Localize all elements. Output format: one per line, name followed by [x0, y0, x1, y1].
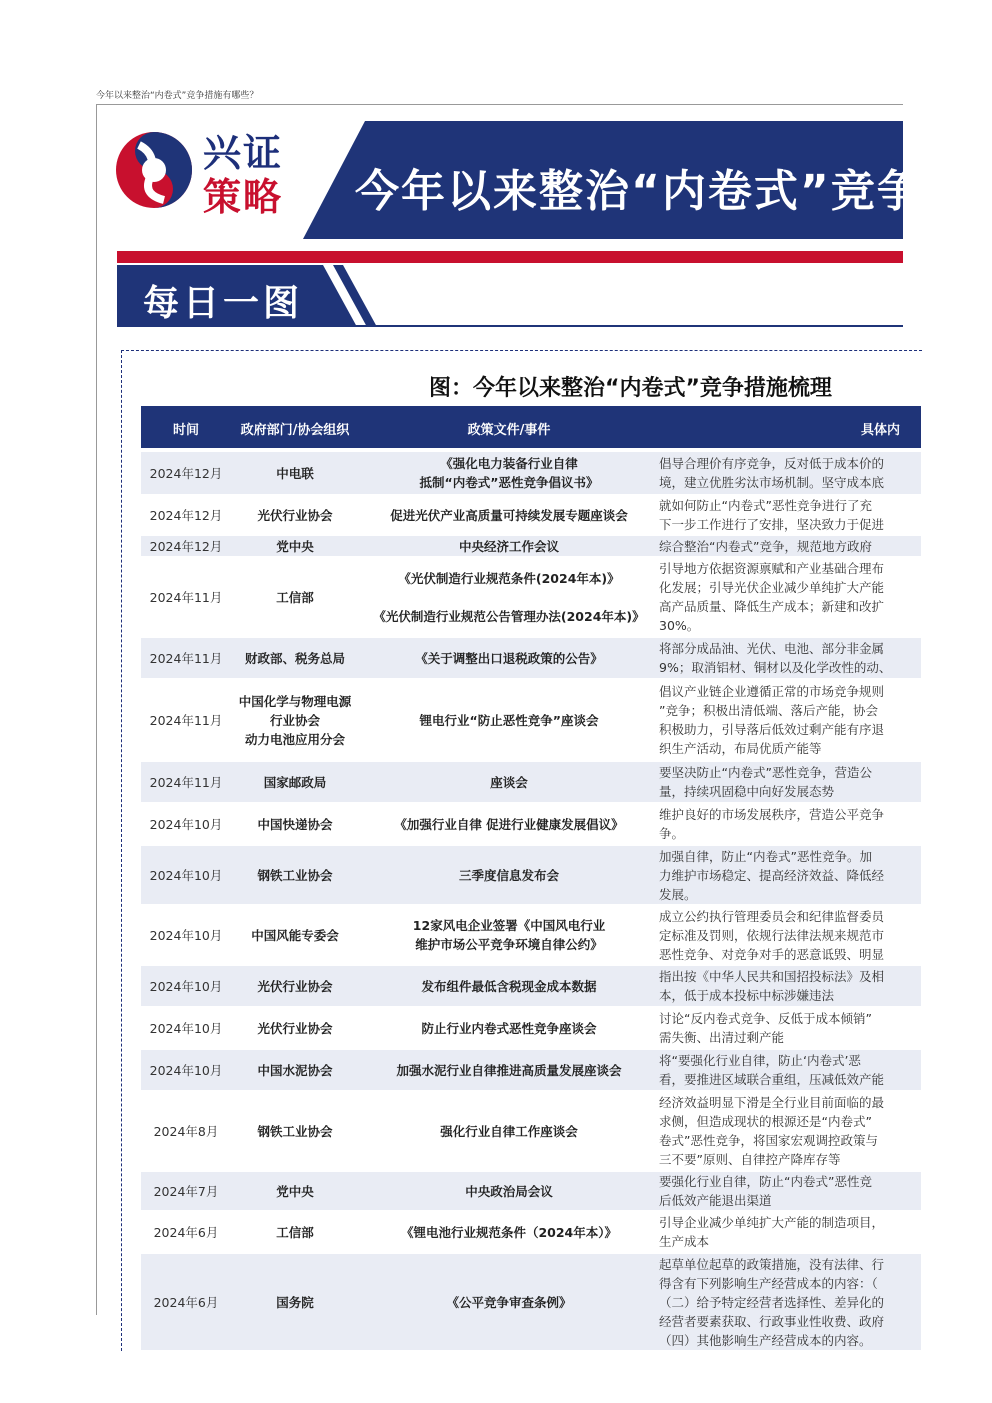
cell-time: 2024年10月 — [149, 1062, 223, 1078]
cell-dept: 党中央 — [276, 1183, 314, 1199]
cell-time: 2024年11月 — [149, 774, 223, 790]
cell-detail: 引导企业减少单纯扩大产能的制造项目， 生产成本 — [659, 1215, 885, 1249]
cell-time: 2024年12月 — [149, 465, 223, 481]
cell-doc: 《光伏制造行业规范条件(2024年本)》 《光伏制造行业规范公告管理办法(2024年本)》 — [373, 570, 645, 624]
cell-dept: 中国风能专委会 — [251, 927, 339, 943]
table-header — [141, 406, 921, 448]
cell-detail: 讨论“反内卷式竞争、反低于成本倾销” 需失衡、出清过剩产能 — [659, 1011, 872, 1045]
brand-line-1: 兴证 — [203, 130, 284, 175]
cell-time: 2024年6月 — [153, 1294, 219, 1310]
cell-dept: 中电联 — [276, 465, 314, 481]
cell-doc: 三季度信息发布会 — [458, 867, 559, 883]
cell-detail: 指出按《中华人民共和国招投标法》及相 本，低于成本投标中标涉嫌违法 — [659, 969, 885, 1003]
brand-line-2: 策略 — [203, 174, 284, 219]
cell-detail: 加强自律，防止“内卷式”恶性竞争。加 力维护市场稳定、提高经济效益、降低经 发展。 — [659, 848, 885, 902]
cell-doc: 12家风电企业签署《中国风电行业 维护市场公平竞争环境自律公约》 — [412, 918, 606, 952]
cell-dept: 中国化学与物理电源 行业协会 动力电池应用分会 — [238, 693, 352, 747]
header-dept: 政府部门/协会组织 — [240, 423, 350, 438]
report-frame — [96, 104, 923, 1348]
cell-time: 2024年10月 — [149, 978, 223, 994]
cell-dept: 中国快递协会 — [257, 816, 333, 832]
cell-dept: 国务院 — [276, 1294, 314, 1310]
cell-detail: 要强化行业自律，防止“内卷式”恶性竞 后低效产能退出渠道 — [659, 1174, 872, 1208]
header-time: 时间 — [172, 423, 199, 438]
cell-dept: 财政部、税务总局 — [244, 650, 345, 666]
cell-doc: 《强化电力装备行业自律 抵制“内卷式”恶性竞争倡议书》 — [419, 456, 599, 490]
cell-dept: 钢铁工业协会 — [257, 1123, 333, 1139]
cell-time: 2024年6月 — [153, 1224, 219, 1240]
cell-doc: 《加强行业自律 促进行业健康发展倡议》 — [394, 816, 624, 832]
cell-doc: 中央政治局会议 — [465, 1183, 553, 1199]
table-row — [141, 496, 921, 534]
cell-detail: 要坚决防止“内卷式”恶性竞争，营造公 量，持续巩固稳中向好发展态势 — [659, 765, 872, 799]
cell-doc: 锂电行业“防止恶性竞争”座谈会 — [419, 712, 599, 728]
table-row — [141, 1172, 921, 1210]
cell-detail: 维护良好的市场发展秩序，营造公平竞争 争。 — [659, 807, 885, 841]
table-row — [141, 1092, 921, 1170]
cell-doc: 中央经济工作会议 — [458, 538, 559, 554]
cell-detail: 引导地方依据资源禀赋和产业基础合理布 化发展；引导光伏企业减少单纯扩大产能 高产品质量、降低生产成本；新建和改扩 30%。 — [659, 561, 885, 633]
table-row — [141, 966, 921, 1006]
header-doc: 政策文件/事件 — [467, 423, 551, 438]
section-title: 每日一图 — [143, 282, 304, 324]
cell-time: 2024年11月 — [149, 589, 223, 605]
cell-time: 2024年12月 — [149, 538, 223, 554]
cell-detail: 经济效益明显下滑是全行业目前面临的最 求侧，但造成现状的根源还是“内卷式” 卷式”恶性竞争，将国家宏观调控政策与 三不要”原则、自律控产降库存等 — [659, 1095, 885, 1167]
page-caption: 今年以来整治“内卷式”竞争措施有哪些？ — [96, 91, 259, 101]
cell-doc: 《关于调整出口退税政策的公告》 — [415, 650, 603, 666]
cell-detail: 倡议产业链企业遵循正常的市场竞争规则 ”竞争；积极出清低端、落后产能，协会 积极助力，引导落后低效过剩产能有序退 织生产活动，布局优质产能等 — [659, 684, 885, 756]
cell-time: 2024年8月 — [153, 1123, 219, 1139]
cell-dept: 国家邮政局 — [263, 774, 327, 790]
table-row — [141, 1008, 921, 1048]
cell-detail: 就如何防止“内卷式”恶性竞争进行了充 下一步工作进行了安排，坚决致力于促进 — [659, 498, 885, 532]
xingzheng-logo-icon — [109, 125, 199, 215]
cell-time: 2024年10月 — [149, 927, 223, 943]
table-row — [141, 680, 921, 760]
cell-doc: 防止行业内卷式恶性竞争座谈会 — [421, 1020, 597, 1036]
cell-doc: 发布组件最低含税现金成本数据 — [421, 978, 597, 994]
table-row — [141, 1050, 921, 1090]
cell-dept: 中国水泥协会 — [257, 1062, 333, 1078]
table-row — [141, 558, 921, 636]
table-row — [141, 536, 921, 556]
table-row — [141, 452, 921, 494]
cell-doc: 加强水泥行业自律推进高质量发展座谈会 — [396, 1062, 622, 1078]
cell-time: 2024年10月 — [149, 867, 223, 883]
cell-dept: 光伏行业协会 — [257, 1020, 333, 1036]
cell-doc: 强化行业自律工作座谈会 — [440, 1123, 578, 1139]
figure-title: 图：今年以来整治“内卷式”竞争措施梳理 — [429, 376, 832, 401]
table-row — [141, 638, 921, 678]
red-divider — [117, 251, 903, 263]
cell-detail: 将部分成品油、光伏、电池、部分非金属 9%；取消铝材、铜材以及化学改性的动、 — [659, 641, 892, 675]
cell-time: 2024年10月 — [149, 1020, 223, 1036]
header-title: 今年以来整治“内卷式”竞争 — [355, 166, 923, 217]
header-detail: 具体内 — [861, 423, 901, 438]
cell-dept: 工信部 — [276, 589, 314, 605]
cell-dept: 光伏行业协会 — [257, 507, 333, 523]
cell-doc: 《锂电池行业规范条件（2024年本）》 — [400, 1224, 618, 1240]
cell-time: 2024年11月 — [149, 650, 223, 666]
brand-name — [203, 131, 283, 219]
cell-detail: 成立公约执行管理委员会和纪律监督委员 定标准及罚则，依规行法律法规来规范市 恶性竞争、对竞争对手的恶意诋毁、明显 — [659, 908, 885, 962]
cell-time: 2024年11月 — [149, 712, 223, 728]
table-row — [141, 1254, 921, 1350]
cell-time: 2024年12月 — [149, 507, 223, 523]
cell-dept: 钢铁工业协会 — [257, 867, 333, 883]
cell-doc: 座谈会 — [490, 774, 528, 790]
cell-time: 2024年10月 — [149, 816, 223, 832]
cell-dept: 光伏行业协会 — [257, 978, 333, 994]
table-row — [141, 906, 921, 964]
table-row — [141, 762, 921, 802]
cell-detail: 起草单位起草的政策措施，没有法律、行 得含有下列影响生产经营成本的内容：（ （二）给予特定经营者选择性、差异化的 经营者要素获取、行政事业性收费、政府 （四）其他影响生产经营成本的内容。 — [659, 1256, 885, 1348]
cell-dept: 党中央 — [276, 538, 314, 554]
cell-detail: 综合整治“内卷式”竞争，规范地方政府 — [659, 538, 872, 554]
table-row — [141, 804, 921, 844]
cell-detail: 倡导合理价有序竞争，反对低于成本价的 境，建立优胜劣汰市场机制。坚守成本底 — [659, 456, 885, 490]
cell-dept: 工信部 — [276, 1224, 314, 1240]
cell-doc: 《公平竞争审查条例》 — [446, 1294, 572, 1310]
table-row — [141, 1212, 921, 1252]
table-row — [141, 846, 921, 904]
cell-time: 2024年7月 — [153, 1183, 219, 1199]
cell-doc: 促进光伏产业高质量可持续发展专题座谈会 — [390, 507, 628, 523]
cell-detail: 将“要强化行业自律，防止‘内卷式’恶 看，要推进区域联合重组，压减低效产能 — [659, 1053, 885, 1087]
